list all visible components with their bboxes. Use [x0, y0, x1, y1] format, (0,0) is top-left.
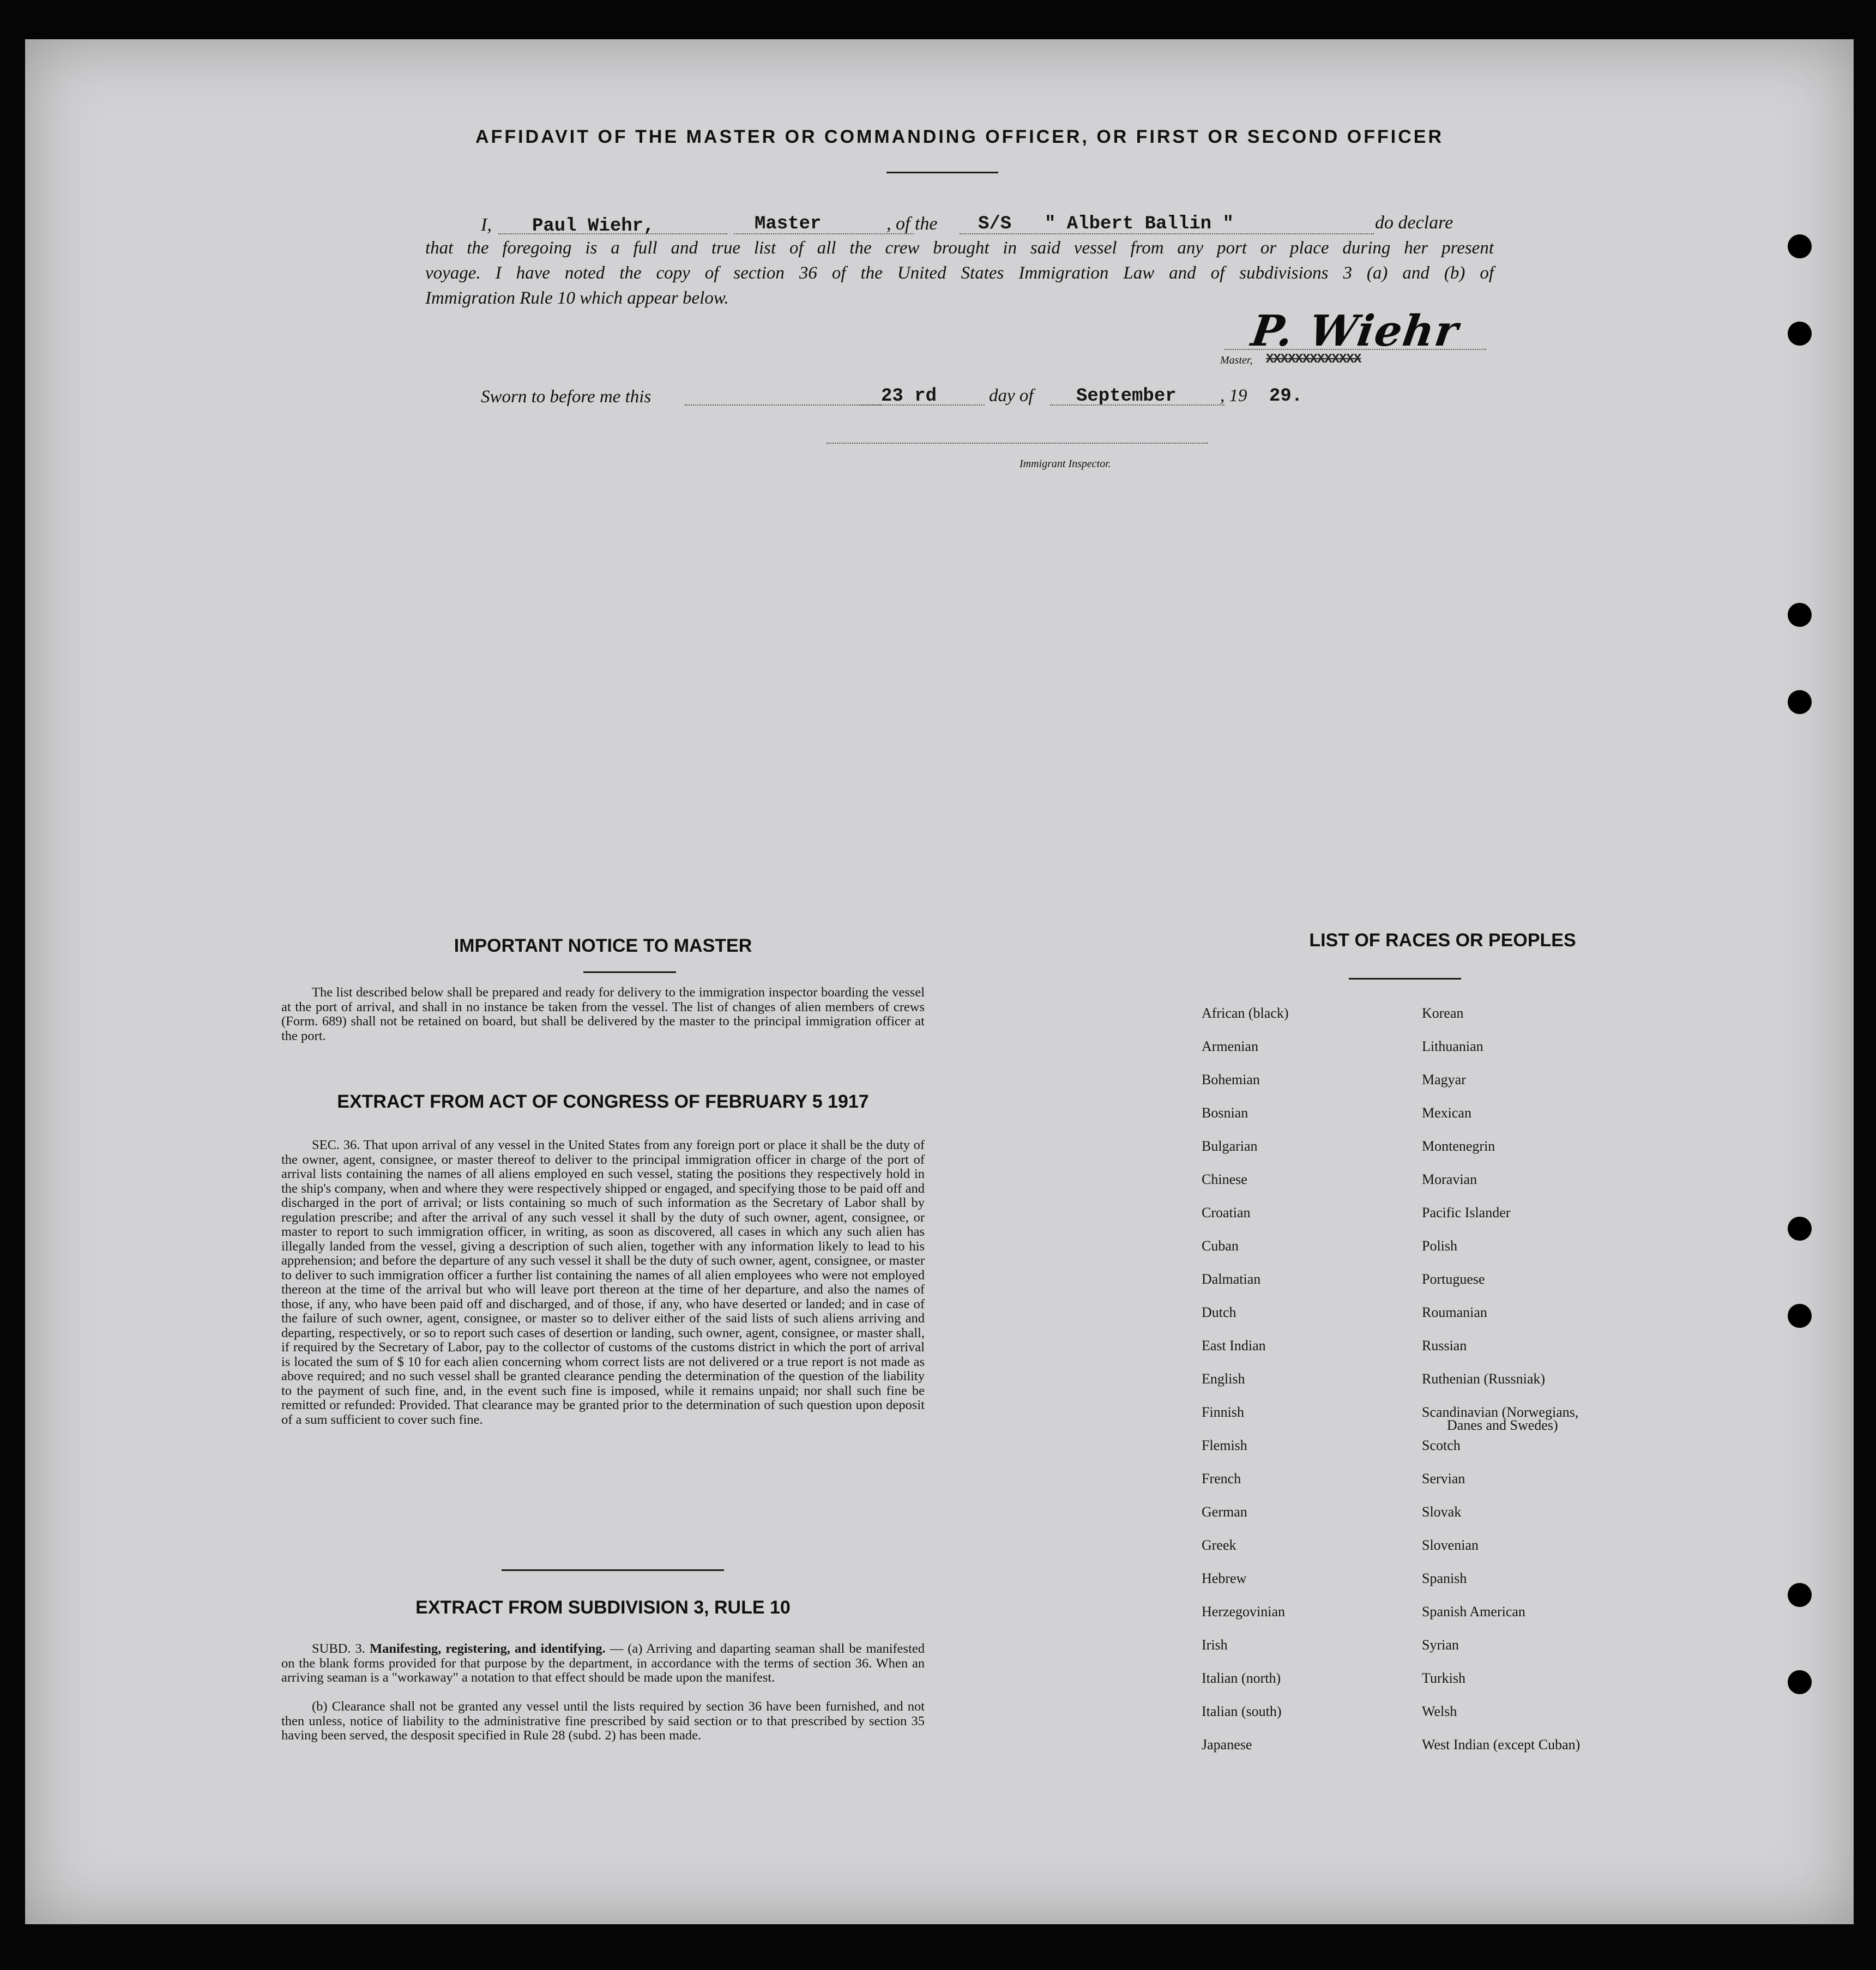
race-item: Servian [1422, 1471, 1465, 1486]
race-item: Montenegrin [1422, 1138, 1495, 1154]
race-item: Mexican [1422, 1105, 1471, 1121]
inspector-label: Immigrant Inspector. [1020, 458, 1111, 470]
race-item: French [1202, 1471, 1241, 1486]
race-item: Spanish American [1422, 1604, 1525, 1619]
race-item: Croatian [1202, 1205, 1251, 1220]
of-the-label: , of the [886, 214, 938, 234]
inspector-signature-line [827, 443, 1208, 444]
subd-heading: Manifesting, registering, and identifying. [369, 1641, 606, 1656]
punch-hole [1788, 603, 1812, 627]
race-item: Slovenian [1422, 1537, 1479, 1553]
punch-hole [1788, 1670, 1812, 1694]
race-item: Roumanian [1422, 1304, 1487, 1320]
signature-line [1224, 349, 1486, 350]
scandinavian-continuation: Danes and Swedes) [1447, 1417, 1558, 1433]
race-item: West Indian (except Cuban) [1422, 1737, 1581, 1753]
race-item: Polish [1422, 1238, 1458, 1254]
notice-title-rule [583, 971, 676, 973]
race-item: Herzegovinian [1202, 1604, 1286, 1619]
race-item: Turkish [1422, 1670, 1465, 1686]
races-title-rule [1349, 978, 1461, 980]
race-item: Korean [1422, 1005, 1464, 1021]
race-item: Bosnian [1202, 1105, 1248, 1121]
race-item: Italian (north) [1202, 1670, 1281, 1686]
affidavit-line-3: voyage. I have noted the copy of section 36 of the United States Immigration Law and of subdivisions 3 (a) and (b) of [425, 263, 1494, 283]
race-item: Ruthenian (Russniak) [1422, 1371, 1546, 1387]
punch-hole [1788, 690, 1812, 714]
race-item: Armenian [1202, 1038, 1258, 1054]
rule-title: EXTRACT FROM SUBDIVISION 3, RULE 10 [415, 1597, 791, 1618]
race-item: Russian [1422, 1338, 1467, 1353]
sworn-day-value: 23 rd [881, 386, 937, 407]
affidavit-title: AFFIDAVIT OF THE MASTER OR COMMANDING OFFICER, OR FIRST OR SECOND OFFICER [475, 126, 1444, 147]
struck-out-text: XXXXXXXXXXXXX [1266, 352, 1361, 367]
day-field-line [859, 404, 985, 406]
master-label: Master, [1220, 354, 1253, 366]
vessel-prefix-value: S/S [978, 214, 1012, 234]
race-item: Moravian [1422, 1171, 1477, 1187]
year-prefix-label: , 19 [1220, 386, 1247, 406]
race-item: Hebrew [1202, 1570, 1247, 1586]
affidavit-line-4: Immigration Rule 10 which appear below. [425, 288, 729, 308]
race-item: Italian (south) [1202, 1703, 1282, 1719]
race-item: Scotch [1422, 1437, 1461, 1453]
race-item: Finnish [1202, 1404, 1245, 1420]
race-item: Greek [1202, 1537, 1236, 1553]
race-item: Welsh [1422, 1703, 1457, 1719]
race-item: English [1202, 1371, 1245, 1387]
document-page [25, 39, 1854, 1924]
act-end-rule [502, 1569, 724, 1571]
sworn-label: Sworn to before me this [481, 387, 652, 407]
race-item: Scandinavian (Norwegians, [1422, 1404, 1579, 1420]
act-title: EXTRACT FROM ACT OF CONGRESS OF FEBRUARY 5 1917 [337, 1091, 869, 1112]
affidavit-line-2: that the foregoing is a full and true list of all the crew brought in said vessel from any port or place during her present [425, 238, 1494, 258]
do-declare-label: do declare [1375, 213, 1453, 233]
rule-para-b: (b) Clearance shall not be granted any vessel until the lists required by section 36 have been furnished, and not then unless, notice of liability to the administrative fine prescribed by said section or to that prescribed by section 35 having been served, the desposit specified in Rule 28 (subd. 2) has been made. [281, 1699, 925, 1743]
rank-value: Master [755, 214, 822, 234]
race-item: Slovak [1422, 1504, 1462, 1520]
rule-para-a [281, 1642, 925, 1685]
notice-text: The list described below shall be prepared and ready for delivery to the immigration inspector boarding the vessel at the port of arrival, and shall in no instance be taken from the vessel. The list of changes of alien members of crews (Form. 689) shall not be retained on board, but shall be delivered by the master to the principal immigration officer at the port. [281, 985, 925, 1043]
act-text: SEC. 36. That upon arrival of any vessel in the United States from any foreign port or place it shall be the duty of the owner, agent, consignee, or master thereof to deliver to the principal immigration officer in charge of the port of arrival lists containing the names of all aliens employed en such vessel, stating the positions they respectively hold in the ship's company, when and where they were respectively shipped or engaged, and specifying those to be paid off and discharged in the port of arrival; or lists containing so much of such information as the Secretary of Labor shall by regulation prescribe; and after the arrival of any such vessel it shall by the duty of such owner, agent, consignee, or master to report to such immigration officer, in writing, as soon as discovered, all cases in which any such alien has illegally landed from the vessel, giving a description of such alien, together with any information likely to lead to his apprehension; and before the departure of any such vessel it shall be the duty of such owner, agent, consignee, or master to deliver to such immigration officer a further list containing the names of all alien employees who were not employed thereon at the time of the arrival but who will leave port thereon at the time of her departure, and also the names of those, if any, who have been paid off and discharged, and of those, if any, who have deserted or landed; and in case of the failure of such owner, agent, consignee, or master so to deliver either of the said lists of such aliens arriving and departing, respectively, or so to report such cases of desertion or landing, such owner, agent, consignee, or master shall, if required by the Secretary of Labor, pay to the collector of customs of the customs district in which the port of arrival is located the sum of $ 10 for each alien concerning whom correct lists are not delivered or a true report is not made as above required; and no such vessel shall be granted clearance pending the determination of the question of the liability to the payment of such fine, and, in the event such fine is imposed, while it remains unpaid; nor shall such fine be remitted or refunded: Provided. That clearance may be granted prior to the determination of such question upon deposit of a sum sufficient to cover such fine. [281, 1138, 925, 1427]
subd-label: SUBD. 3. [312, 1641, 365, 1656]
race-item: Spanish [1422, 1570, 1467, 1586]
race-item: Pacific Islander [1422, 1205, 1511, 1220]
race-item: Dalmatian [1202, 1271, 1261, 1287]
sworn-field-line [685, 404, 881, 406]
punch-hole [1788, 234, 1812, 258]
race-item: Syrian [1422, 1637, 1459, 1653]
vessel-name-value: " Albert Ballin " [1045, 214, 1234, 234]
affidavit-i-label: I, [481, 215, 492, 235]
sworn-year-value: 29. [1269, 386, 1303, 407]
race-item: Chinese [1202, 1171, 1247, 1187]
notice-title: IMPORTANT NOTICE TO MASTER [454, 935, 752, 956]
race-item: East Indian [1202, 1338, 1266, 1353]
race-item: Lithuanian [1422, 1038, 1483, 1054]
punch-hole [1788, 1217, 1812, 1241]
race-item: Cuban [1202, 1238, 1239, 1254]
punch-hole [1788, 322, 1812, 346]
race-item: Bulgarian [1202, 1138, 1258, 1154]
rule-para-a-text: — (a) Arriving and daparting seaman shall be manifested on the blank forms provided for that purpose by the department, in accordance with the terms of section 36. When an arriving seaman is a "workaway" a notation to that effect should be made upon the manifest. [281, 1641, 925, 1685]
race-item: Bohemian [1202, 1072, 1260, 1087]
race-item: Magyar [1422, 1072, 1466, 1087]
race-item: Japanese [1202, 1737, 1252, 1753]
punch-hole [1788, 1304, 1812, 1328]
races-title: LIST OF RACES OR PEOPLES [1309, 930, 1576, 951]
affidavit-title-rule [886, 172, 998, 173]
master-signature: P. Wiehr [1248, 306, 1462, 356]
race-item: Irish [1202, 1637, 1228, 1653]
race-item: Flemish [1202, 1437, 1247, 1453]
race-item: German [1202, 1504, 1247, 1520]
race-item: Dutch [1202, 1304, 1236, 1320]
day-of-label: day of [989, 386, 1034, 406]
master-name-value: Paul Wiehr, [532, 216, 655, 237]
sworn-month-value: September [1076, 386, 1177, 407]
race-item: African (black) [1202, 1005, 1289, 1021]
punch-hole [1788, 1583, 1812, 1607]
race-item: Portuguese [1422, 1271, 1485, 1287]
